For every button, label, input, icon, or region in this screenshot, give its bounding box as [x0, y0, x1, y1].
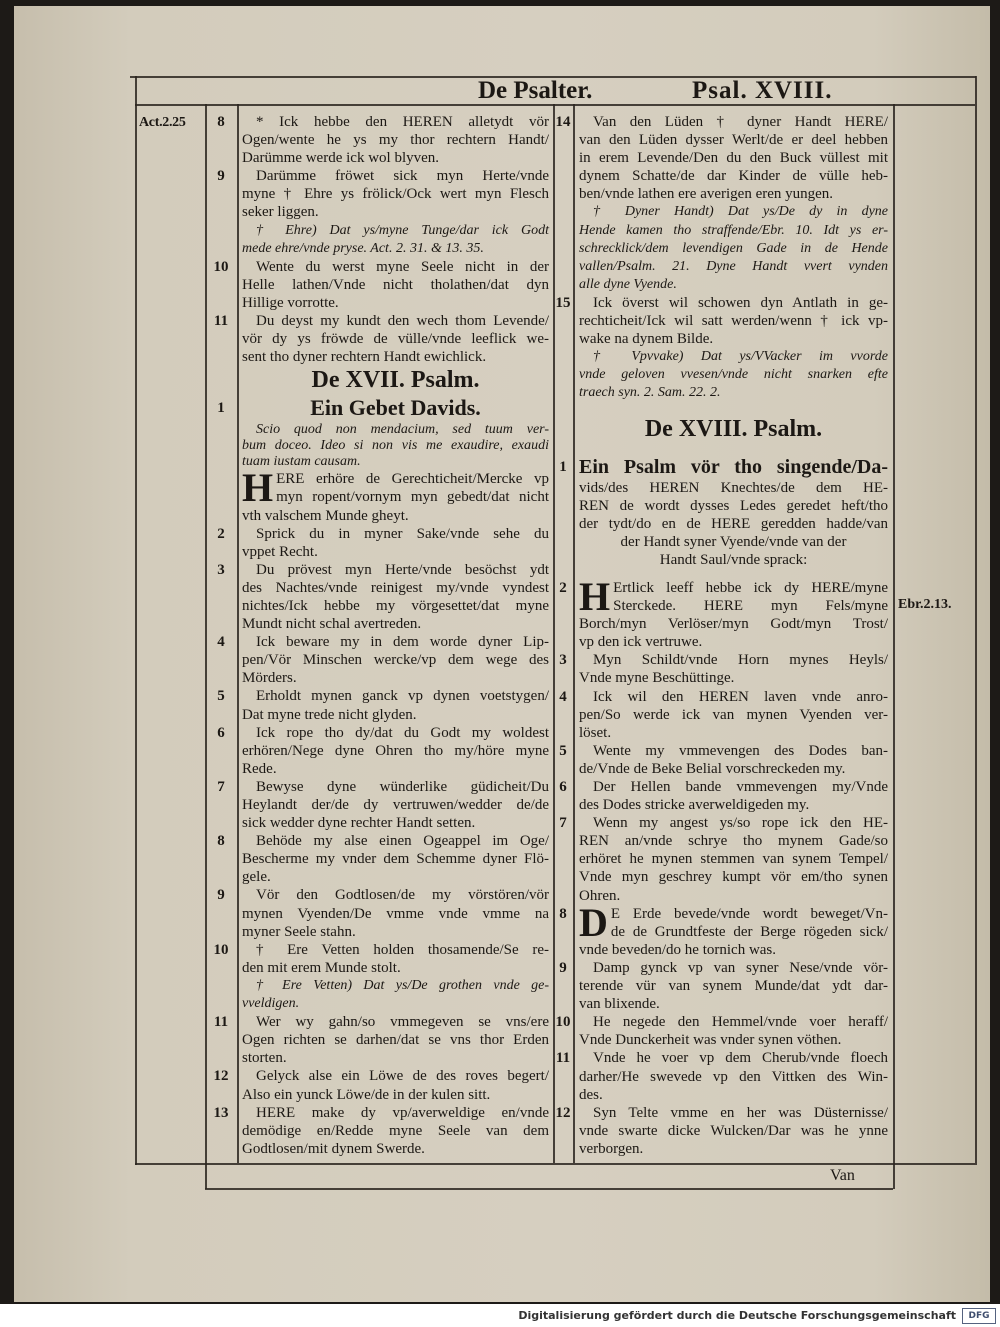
verse-text: [573, 742, 893, 778]
verse-line: sick wedder dyne rechter Handt setten.: [242, 815, 476, 832]
verse-text: [573, 651, 893, 687]
verse-line: Vör den Godtlosen/de my vörstören/vör: [256, 887, 549, 904]
motto-line: bum doceo. Ideo si non vis me exaudire, exaudi: [242, 438, 549, 454]
verse-line: Du prövest myn Herte/vnde besöchst ydt: [256, 561, 549, 578]
verse-line: Wente my vmmevengen des Dodes ban-: [593, 742, 888, 759]
verse-line: in erem Levende/Den du den Buck vüllest mit: [579, 150, 888, 167]
verse-text: [237, 465, 553, 524]
verse-text: [237, 561, 553, 633]
verse-block: [553, 959, 893, 1013]
verse-number: [553, 415, 573, 443]
verse-line: Vnde myne Beschüttinge.: [579, 670, 735, 687]
verse-line: REN an/vnde schrye tho mynem Gade/so: [579, 833, 888, 850]
verse-line: der tydt/do en de HERE geredden hadde/van: [579, 515, 888, 532]
heading-block: [205, 366, 553, 394]
verse-line: Wer wy gahn/so vmmegeven se vns/ere: [256, 1014, 549, 1031]
frame-rule: [893, 104, 895, 1189]
verse-number: 4: [217, 634, 225, 651]
note-text: [573, 348, 893, 402]
verse-text: [237, 778, 553, 832]
verse-number: 11: [213, 1014, 229, 1031]
verse-line: demödige en/Redde myne Seele van dem: [242, 1122, 549, 1139]
verse-block: [205, 633, 553, 687]
verse-line: Ick rope tho dy/dat du Godt my woldest: [256, 724, 549, 741]
verse-block: [553, 1013, 893, 1049]
verse-text: [573, 959, 893, 1013]
verse-line: Hillige vorrotte.: [242, 294, 339, 311]
verse-line: des Dodes stricke averweldigeden my.: [579, 797, 810, 814]
verse-line: HERE make dy vp/averweldige en/vnde: [256, 1104, 549, 1121]
verse-number: 8: [559, 905, 567, 922]
verse-line: terende vür van synem Munde/dat ydt dar-: [579, 978, 888, 995]
verse-number: 8: [217, 833, 225, 850]
verse-number: 1: [559, 458, 567, 475]
verse-text: [237, 832, 553, 886]
superscription-text: [573, 455, 893, 569]
verse-number: 1: [217, 400, 225, 417]
verse-line: Dat myne trede nicht glyden.: [242, 706, 417, 723]
note-block: [205, 222, 553, 258]
heading-text: [237, 366, 553, 394]
verse-number: 14: [555, 114, 571, 130]
verse-line: löset.: [579, 724, 612, 741]
verse-line: Ick beware my in dem worde dyner Lip-: [256, 634, 549, 651]
verse-line: E Erde bevede/vnde wordt beweget/Vn-: [610, 905, 888, 922]
verse-line: Behöde my alse einen Ogeappel im Oge/: [256, 833, 549, 850]
verse-line: Ein Psalm vör tho singende/Da-: [579, 455, 888, 478]
verse-line: des.: [579, 1086, 603, 1103]
verse-line: Erholdt mynen ganck vp dynen voetstygen/: [256, 688, 549, 705]
motto-line: tuam iustam causam.: [242, 454, 361, 470]
verse-line: Bescherme my vnder dem Schemme dyner Flö-: [242, 851, 549, 868]
verse-line: myne † Ehre ys frölick/Ock wert myn Flesch: [242, 186, 549, 203]
verse-line: Ick wil den HEREN laven vnde anro-: [593, 688, 888, 705]
verse-line: Handt Saul/vnde sprack:: [659, 551, 808, 568]
verse-line: rechticheit/Ick wil satt werden/wenn † ick vp-: [579, 313, 888, 330]
frame-rule: [135, 104, 975, 106]
verse-line: REN de wordt dysses Ledes geredet heft/tho: [579, 497, 888, 514]
footer-credit: Digitalisierung gefördert durch die Deutsche Forschungsgemeinschaft: [518, 1309, 956, 1322]
verse-text: [573, 814, 893, 904]
verse-line: seker liggen.: [242, 204, 319, 221]
verse-block: [553, 688, 893, 742]
verse-line: de/Vnde de Beke Belial vorschreckeden my.: [579, 760, 846, 777]
verse-line: ben/vnde lathen ere averigen eren yungen.: [579, 186, 834, 203]
verse-block: [553, 814, 893, 904]
verse-block: [553, 742, 893, 778]
gloss-line: schrecklick/dem levendigen Gade in de Hende: [579, 240, 888, 256]
right-text-column: [553, 113, 893, 1158]
verse-line: Sterckede. HERE myn Fels/myne: [613, 598, 888, 615]
verse-number: [205, 222, 237, 258]
gloss-line: alle dyne Vyende.: [579, 276, 677, 292]
verse-number: [205, 470, 237, 524]
verse-line: verborgen.: [579, 1140, 644, 1157]
verse-line: pen/So werde ick van mynen Vyenden ver-: [579, 706, 888, 723]
note-block: [553, 348, 893, 402]
verse-line: nichtes/Ick hebbe my vörgesettet/dat myne: [242, 597, 549, 614]
verse-line: vppet Recht.: [242, 543, 318, 560]
verse-text: [573, 573, 893, 651]
verse-text: [237, 1013, 553, 1067]
heading-block: [553, 415, 893, 443]
verse-line: den mit erem Munde stolt.: [242, 959, 401, 976]
verse-number: 10: [555, 1014, 571, 1031]
digitization-footer: [0, 1304, 1000, 1327]
verse-number: 9: [217, 887, 225, 904]
verse-text: [237, 312, 553, 366]
verse-line: Ick överst wil schowen dyn Antlath in ge-: [593, 294, 888, 311]
verse-line: † Ere Vetten holden thosamende/Se re-: [256, 941, 549, 958]
verse-text: [237, 1067, 553, 1103]
verse-block: [205, 832, 553, 886]
verse-line: Darümme werde ick wol blyven.: [242, 150, 440, 167]
verse-line: van den Lüden dysser Werlt/de er deel hebben: [579, 132, 888, 149]
verse-line: vör dy ys fröwde de vülle/vnde leeflick we-: [242, 331, 549, 348]
verse-line: mynen Vyenden/De vmme vnde vmme na: [242, 905, 549, 922]
note-text: [573, 203, 893, 293]
verse-line: wake na dynem Bilde.: [579, 331, 714, 348]
verse-text: [237, 525, 553, 561]
verse-text: [237, 941, 553, 977]
psalm-heading: De XVIII. Psalm.: [644, 415, 823, 442]
verse-number: 5: [559, 742, 567, 759]
verse-number: [205, 366, 237, 394]
verse-line: Bewyse dyne wünderlike güdicheit/Du: [256, 778, 549, 795]
verse-block: [205, 167, 553, 221]
verse-number: 11: [555, 1050, 571, 1067]
gloss-line: † Ehre) Dat ys/myne Tunge/dar ick Godt: [256, 222, 549, 238]
verse-line: der Handt syner Vyende/vnde van der: [620, 533, 847, 550]
verse-block: [553, 778, 893, 814]
margin-reference-left: Act.2.25: [139, 115, 186, 130]
verse-text: [237, 633, 553, 687]
gloss-line: † Vpvvake) Dat ys/VVacker im vvorde: [593, 349, 888, 365]
verse-line: He negede den Hemmel/vnde voer heraff/: [593, 1014, 888, 1031]
frame-rule: [135, 1163, 975, 1165]
dfg-logo-icon: DFG: [962, 1308, 996, 1324]
verse-text: [237, 113, 553, 167]
verse-line: myner Seele stahn.: [242, 923, 356, 940]
verse-line: storten.: [242, 1050, 287, 1067]
frame-rule: [975, 76, 977, 1165]
psalm-heading: De XVII. Psalm.: [311, 367, 480, 394]
verse-line: Du deyst my kundt den wech thom Levende/: [256, 313, 549, 330]
verse-line: vnde swarte dicke Wulcken/Dar was he ynne: [579, 1122, 888, 1139]
verse-line: Rede.: [242, 760, 277, 777]
verse-number: [205, 422, 237, 470]
verse-text: [573, 688, 893, 742]
verse-number: 13: [213, 1104, 229, 1121]
verse-number: 2: [559, 579, 567, 596]
verse-block: [553, 651, 893, 687]
verse-block: [205, 1104, 553, 1158]
verse-text: [573, 1049, 893, 1103]
latin-block: [205, 422, 553, 470]
verse-line: vp den ick vertruwe.: [579, 634, 703, 651]
verse-number: 2: [217, 525, 225, 542]
verse-text: [237, 167, 553, 221]
verse-line: van blixende.: [579, 996, 660, 1013]
verse-text: [237, 687, 553, 723]
verse-number: 12: [555, 1104, 571, 1121]
motto-line: Scio quod non mendacium, sed tuum ver-: [256, 422, 549, 438]
verse-number: 10: [213, 941, 229, 958]
verse-line: Vnde myn geschrey kumpt vör em/tho synen: [579, 869, 888, 886]
verse-text: [573, 294, 893, 348]
verse-block: [553, 899, 893, 959]
running-head-title: De Psalter.: [478, 77, 593, 104]
verse-line: Vnde Dunckerheit was vnder synen vöthen.: [579, 1032, 842, 1049]
verse-block: [205, 113, 553, 167]
verse-block: [553, 294, 893, 348]
verse-number: 3: [217, 561, 225, 578]
verse-number: 8: [217, 114, 225, 130]
drop-cap: H: [579, 573, 611, 619]
drop-cap: H: [242, 465, 274, 511]
verse-text: [237, 886, 553, 940]
verse-line: gele.: [242, 869, 271, 886]
verse-text: [237, 724, 553, 778]
verse-block: [205, 258, 553, 312]
running-head-psalm: Psal. XVIII.: [692, 77, 833, 104]
verse-text: [573, 1104, 893, 1158]
verse-block: [205, 724, 553, 778]
frame-rule: [135, 76, 137, 1165]
verse-block: [205, 778, 553, 832]
gloss-line: vveldigen.: [242, 996, 300, 1012]
verse-line: Mörders.: [242, 670, 297, 687]
frame-rule: [205, 1188, 893, 1190]
verse-line: Darümme fröwet sick myn Herte/vnde: [256, 168, 549, 185]
verse-number: 11: [213, 313, 229, 330]
verse-number: 3: [559, 652, 567, 669]
verse-line: myn ropent/vornym myn gebedt/dat nicht: [276, 489, 549, 506]
verse-line: vth valschem Munde gheyt.: [242, 507, 409, 524]
verse-line: Heylandt der/de dy vertruwen/wedder de/de: [242, 797, 549, 813]
title-text: [237, 394, 553, 422]
verse-block: [205, 886, 553, 940]
verse-block: [553, 113, 893, 203]
verse-line: Godtlosen/mit dynem Swerde.: [242, 1140, 425, 1157]
verse-line: Ertlick leeff hebbe ick dy HERE/myne: [613, 579, 888, 596]
gloss-line: Hende kamen tho straffende/Ebr. 10. Idt ys er-: [579, 222, 888, 238]
verse-block: [205, 561, 553, 633]
verse-line: sent tho dyner rechtern Handt ewichlick.: [242, 349, 487, 366]
verse-text: [573, 1013, 893, 1049]
verse-block: [205, 312, 553, 366]
verse-line: Helle lathen/Vnde nicht tholathen/dat dyn: [242, 276, 549, 293]
verse-text: [573, 778, 893, 814]
verse-line: * Ick hebbe den HEREN alletydt vör: [256, 114, 549, 130]
verse-number: 15: [555, 294, 571, 311]
verse-line: Damp gynck vp van syner Nese/vnde vör-: [593, 959, 888, 976]
verse-line: pen/Vör Minschen wercke/vp dem wege des: [242, 652, 549, 669]
verse-line: Der Hellen bande vmmevengen my/Vnde: [593, 779, 888, 795]
verse-line: ERE erhöre de Gerechticheit/Mercke vp: [276, 471, 549, 488]
gloss-line: vnde geloven vvesen/vnde nicht snarken efte: [579, 367, 888, 383]
verse-line: Borch/myn Verlöser/myn Godt/myn Trost/: [579, 616, 888, 633]
gloss-line: † Dyner Handt) Dat ys/De dy in dyne: [593, 204, 888, 220]
verse-number: 10: [213, 258, 229, 275]
psalm-title: Ein Gebet Davids.: [310, 395, 481, 421]
title-block: [205, 394, 553, 422]
note-block: [205, 977, 553, 1013]
verse-line: des Nachtes/vnde reinigest my/vnde vyndest: [242, 579, 549, 596]
verse-line: Wente du werst myne Seele nicht in der: [256, 258, 549, 275]
verse-line: erhören/Nege dyne Ohren tho my/höre myne: [242, 742, 549, 759]
verse-block: [205, 941, 553, 977]
note-text: [237, 222, 553, 258]
verse-line: darher/He swevede vp den Vittken des Win-: [579, 1068, 888, 1085]
verse-line: Ohren.: [579, 887, 621, 904]
gloss-line: mede ehre/vnde pryse. Act. 2. 31. & 13. 35.: [242, 240, 484, 256]
verse-line: vnde beveden/do he tornich was.: [579, 941, 777, 958]
verse-line: Van den Lüden † dyner Handt HERE/: [593, 114, 888, 130]
note-text: [237, 977, 553, 1013]
verse-number: 9: [559, 959, 567, 976]
margin-reference-right: Ebr.2.13.: [898, 597, 952, 612]
verse-number: 4: [559, 688, 567, 705]
verse-number: [205, 977, 237, 1013]
verse-line: Vnde he voer vp dem Cherub/vnde floech: [593, 1050, 888, 1067]
verse-line: Ogen richten se darhen/dat se vns thor Erden: [242, 1032, 549, 1049]
verse-number: 6: [217, 724, 225, 741]
verse-block: [553, 573, 893, 651]
verse-block: [553, 1049, 893, 1103]
verse-line: Also ein yunck Löwe/de in der kulen sitt.: [242, 1086, 491, 1103]
catchword: Van: [830, 1167, 855, 1184]
verse-line: Wenn my angest ys/so rope ick den HE-: [593, 815, 888, 832]
gloss-line: † Ere Vetten) Dat ys/De grothen vnde ge-: [256, 977, 549, 993]
verse-line: Gelyck alse ein Löwe de des roves begert/: [256, 1068, 549, 1085]
note-block: [553, 203, 893, 293]
verse-number: 7: [559, 815, 567, 832]
verse-block: [205, 1067, 553, 1103]
verse-number: [553, 348, 573, 402]
gloss-line: vallen/Psalm. 21. Dyne Handt vvert vynden: [579, 258, 888, 274]
left-text-column: [205, 113, 553, 1158]
gloss-line: traech syn. 2. Sam. 22. 2.: [579, 385, 721, 401]
verse-block: [205, 687, 553, 723]
verse-line: Myn Schildt/vnde Horn mynes Heyls/: [593, 652, 888, 669]
verse-line: Mundt nicht schal avertreden.: [242, 616, 422, 633]
verse-block: [205, 465, 553, 524]
verse-line: vids/des HEREN Knechtes/de dem HE-: [579, 479, 888, 496]
verse-number: [553, 203, 573, 293]
verse-number: 6: [559, 779, 567, 795]
verse-line: Sprick du in myner Sake/vnde sehe du: [256, 525, 549, 542]
verse-line: dynem Schatte/de dar Kinder de vülle heb-: [579, 168, 888, 185]
verse-number: 7: [217, 778, 225, 795]
superscription-block: [553, 455, 893, 569]
verse-text: [573, 899, 893, 959]
verse-text: [237, 1104, 553, 1158]
heading-text: [573, 415, 893, 443]
verse-block: [553, 1104, 893, 1158]
verse-block: [205, 525, 553, 561]
verse-number: 9: [217, 168, 225, 185]
verse-text: [573, 113, 893, 203]
verse-line: erhöret he mynen stemmen van synem Tempel/: [579, 851, 888, 868]
drop-cap: D: [579, 899, 608, 945]
verse-block: [205, 1013, 553, 1067]
verse-number: 12: [213, 1068, 229, 1085]
verse-line: Ogen/wente he ys my thor rechtern Handt/: [242, 132, 549, 149]
verse-line: de de Grundtfeste der Berge rögeden sick/: [610, 923, 888, 940]
verse-text: [237, 258, 553, 312]
verse-line: Syn Telte vmme en her was Düsternisse/: [593, 1104, 888, 1121]
latin-text: [237, 422, 553, 470]
verse-number: 5: [217, 688, 225, 705]
